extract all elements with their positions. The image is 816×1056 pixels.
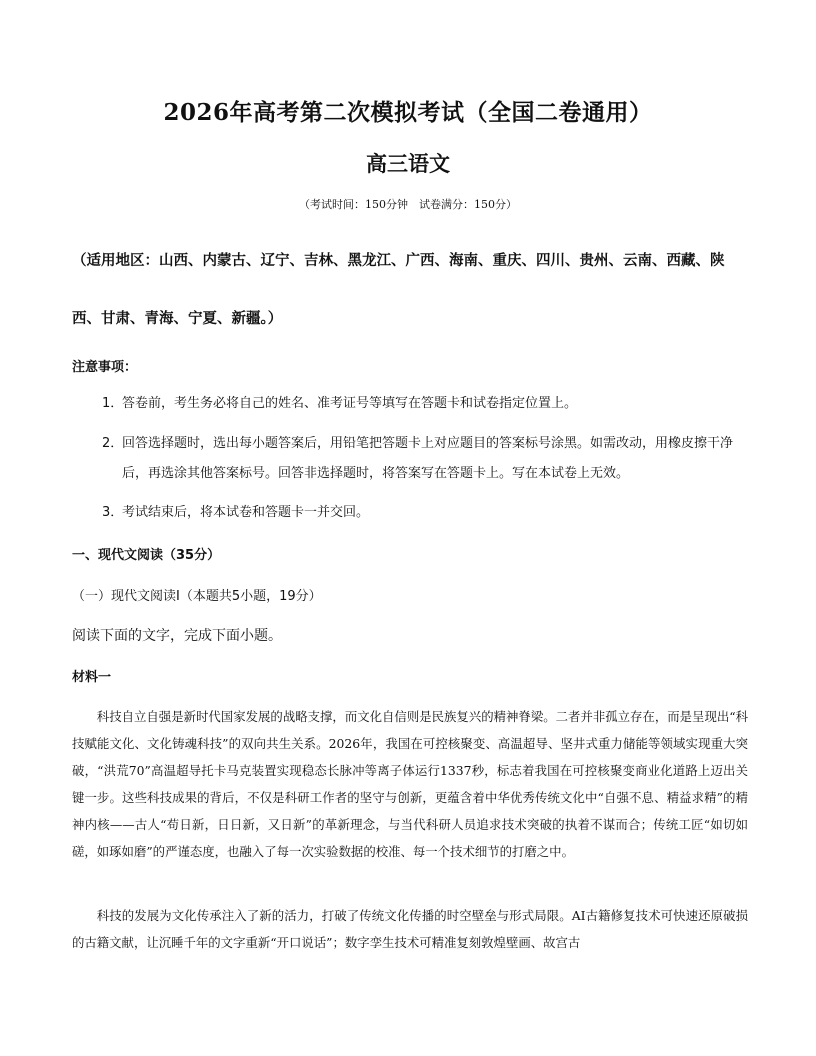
reading-instruction: 阅读下面的文字，完成下面小题。: [72, 628, 282, 644]
notes-heading: 注意事项：: [72, 360, 138, 375]
exam-info: （考试时间：150分钟 试卷满分：150分）: [299, 198, 517, 211]
applicable-regions: （适用地区：山西、内蒙古、辽宁、吉林、黑龙江、广西、海南、重庆、四川、贵州、云南、西藏、陕西、甘肃、青海、宁夏、新疆。）: [72, 252, 725, 327]
note-text: 回答选择题时，选出每小题答案后，用铅笔把答题卡上对应题目的答案标号涂黑。如需改动，用橡皮擦干净后，再选涂其他答案标号。回答非选择题时，将答案写在答题卡上。写在本试卷上无效。: [122, 436, 734, 481]
section-heading: 一、现代文阅读（35分）: [72, 548, 221, 563]
material-label: 材料一: [72, 670, 112, 685]
material-paragraph: 科技的发展为文化传承注入了新的活力，打破了传统文化传播的时空壁垒与形式局限。AI古籍修复技术可快速还原破损的古籍文献，让沉睡千年的文字重新“开口说话”；数字孪生技术可精准复刻敦煌壁画、故宫古: [72, 908, 748, 950]
note-text: 答卷前，考生务必将自己的姓名、准考证号等填写在答题卡和试卷指定位置上。: [122, 396, 578, 411]
sub-section-heading: （一）现代文阅读Ⅰ（本题共5小题，19分）: [72, 589, 322, 604]
note-item: [102, 429, 748, 489]
note-number: 1．: [102, 396, 124, 411]
material-paragraph: 科技自立自强是新时代国家发展的战略支撑，而文化自信则是民族复兴的精神脊梁。二者并非孤立存在，而是呈现出“科技赋能文化、文化铸魂科技”的双向共生关系。2026年，我国在可控核聚变、高温超导、坚井式重力储能等领域实现重大突破，“洪荒70”高温超导托卡马克装置实现稳态长脉冲等离子体运行1337秒，标志着我国在可控核聚变商业化道路上迈出关键一步。这些科技成果的背后，不仅是科研工作者的坚守与创新，更蕴含着中华优秀传统文化中“自强不息、精益求精”的精神内核——古人“苟日新，日日新，又日新”的革新理念，与当代科研人员追求技术突破的执着不谋而合；传统工匠“如切如磋，如琢如磨”的严谨态度，也融入了每一次实验数据的校准、每一个技术细节的打磨之中。: [72, 709, 748, 859]
note-text: 考试结束后，将本试卷和答题卡一并交回。: [122, 505, 370, 520]
exam-title: 2026年高考第二次模拟考试（全国二卷通用）: [163, 99, 653, 126]
note-item: [102, 389, 748, 419]
note-item: [102, 498, 748, 528]
subject-title: 高三语文: [366, 152, 450, 176]
note-number: 2．: [102, 436, 124, 451]
note-number: 3．: [102, 505, 124, 520]
